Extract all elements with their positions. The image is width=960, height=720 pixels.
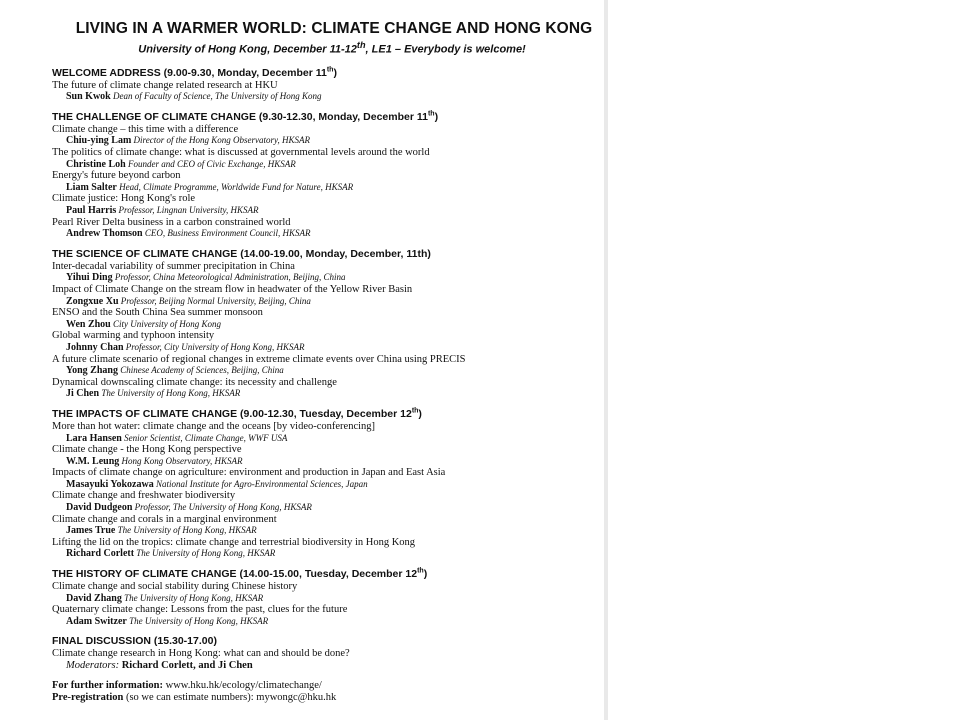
section-heading [52,568,612,581]
programme-section [52,67,612,103]
talk-title: Climate justice: Hong Kong's role [52,193,196,205]
programme-section [52,408,612,560]
section-heading [52,67,612,80]
talk-title: Impact of Climate Change on the stream flow in headwater of the Yellow River Basin [52,283,413,295]
programme-section [52,568,612,627]
contact-info [52,680,612,704]
speaker-affiliation: City University of Hong Kong [113,318,221,329]
speaker-affiliation: National Institute for Agro-Environmental Sciences, Japan [155,478,368,489]
preregistration-label: Pre-registration [52,691,124,703]
section-heading-end: ) [434,110,439,123]
speaker-name: Ji Chen [66,388,100,400]
speaker-affiliation: Hong Kong Observatory, HKSAR [121,455,243,466]
talk-title: Global warming and typhoon intensity [52,330,215,342]
talk-title: Climate change and corals in a marginal environment [52,513,277,525]
subtitle-text-end: , LE1 – Everybody is welcome! [365,43,526,56]
speaker-line [52,159,612,171]
speaker-name: David Dudgeon [66,502,133,514]
speaker-name: Johnny Chan [66,341,124,353]
speaker-affiliation: Head, Climate Programme, Worldwide Fund for Nature, HKSAR [119,181,354,192]
speaker-affiliation: Professor, City University of Hong Kong, HKSAR [125,341,305,352]
talk-title: Lifting the lid on the tropics: climate change and terrestrial biodiversity in Hong Kong [52,536,416,548]
speaker-affiliation: Professor, Beijing Normal University, Beijing, China [120,295,311,306]
section-heading-text: WELCOME ADDRESS (9.00-9.30, Monday, December 11 [52,66,327,79]
speaker-affiliation: The University of Hong Kong, HKSAR [129,615,269,626]
section-heading-end: ) [333,66,337,79]
section-heading-suffix: th [411,407,419,415]
speaker-affiliation: The University of Hong Kong, HKSAR [136,548,276,559]
speaker-line [52,616,612,628]
speaker-line [52,479,612,491]
final-discussion [52,635,612,671]
speaker-name: Yihui Ding [66,272,113,284]
speaker-name: Christine Loh [66,158,126,170]
talk-title: Climate change – this time with a difference [52,123,239,135]
page-subtitle [52,38,612,57]
talk-title: Climate change - the Hong Kong perspective [52,444,242,456]
final-discussion-heading: FINAL DISCUSSION (15.30-17.00) [52,635,217,648]
section-heading [52,248,612,261]
speaker-name: Lara Hansen [66,432,122,444]
speaker-name: James True [66,525,116,537]
speaker-name: Sun Kwok [66,91,111,103]
programme-section [52,248,612,400]
speaker-name: David Zhang [66,592,122,604]
section-heading [52,408,612,421]
further-info-line [52,680,612,692]
section-heading-end: ) [418,407,422,420]
speaker-name: Paul Harris [66,205,117,216]
speaker-line [52,228,612,240]
speaker-affiliation: Professor, Lingnan University, HKSAR [118,205,259,215]
talk-title: Climate change and freshwater biodiversity [52,490,236,502]
speaker-name: Richard Corlett [66,548,135,560]
speaker-affiliation: Professor, China Meteorological Administration, Beijing, China [114,272,346,283]
programme-sections [52,67,612,628]
moderators [52,660,612,672]
further-info-label: For further information: [52,679,164,691]
speaker-affiliation: Chinese Academy of Sciences, Beijing, China [120,365,284,376]
speaker-line [52,502,612,514]
section-heading-text: THE CHALLENGE OF CLIMATE CHANGE (9.30-12.30, Monday, December 11 [52,110,428,123]
further-info-url[interactable]: www.hku.hk/ecology/climatechange/ [165,679,322,691]
speaker-affiliation: The University of Hong Kong, HKSAR [101,388,241,399]
speaker-affiliation: Dean of Faculty of Science, The University of Hong Kong [113,91,322,102]
speaker-name: Chiu-ying Lam [66,135,132,147]
subtitle-text: University of Hong Kong, December 11-12 [138,43,357,56]
talk-title: The politics of climate change: what is discussed at governmental levels around the world [52,147,430,159]
speaker-name: W.M. Leung [66,455,120,467]
preregistration-line [52,692,612,704]
speaker-affiliation: CEO, Business Environment Council, HKSAR [144,228,311,239]
talk-title: Dynamical downscaling climate change: its necessity and challenge [52,376,337,388]
speaker-line [52,91,612,103]
section-heading-text: THE HISTORY OF CLIMATE CHANGE (14.00-15.00, Tuesday, December 12 [52,568,418,581]
speaker-line [52,388,612,400]
moderators-label: Moderators: [66,660,120,671]
speaker-affiliation: The University of Hong Kong, HKSAR [124,592,264,603]
speaker-name: Masayuki Yokozawa [66,478,154,490]
speaker-line [52,456,612,468]
talk-title: A future climate scenario of regional changes in extreme climate events over China using PRECIS [52,353,466,365]
final-discussion-topic: Climate change research in Hong Kong: what can and should be done? [52,648,350,660]
section-heading-suffix: th [326,66,334,74]
speaker-name: Andrew Thomson [66,228,143,240]
speaker-line [52,135,612,147]
section-heading [52,111,612,124]
speaker-line [52,433,612,445]
talk-title: Energy's future beyond carbon [52,170,181,182]
section-heading-suffix: th [427,110,435,118]
speaker-name: Adam Switzer [66,615,127,627]
page-edge-divider [604,0,608,720]
talk-title: More than hot water: climate change and the oceans [by video-conferencing] [52,420,376,432]
speaker-affiliation: Professor, The University of Hong Kong, HKSAR [134,502,312,513]
section-heading-text: THE SCIENCE OF CLIMATE CHANGE (14.00-19.00, Monday, December, 11th) [52,247,431,260]
section-heading-suffix: th [417,567,424,575]
talk-title: ENSO and the South China Sea summer monsoon [52,307,263,319]
section-heading-text: THE IMPACTS OF CLIMATE CHANGE (9.00-12.30, Tuesday, December 12 [52,407,412,420]
speaker-affiliation: Senior Scientist, Climate Change, WWF USA [124,432,288,443]
talk-title: Impacts of climate change on agriculture: environment and production in Japan and East Asia [52,467,446,479]
speaker-line [52,342,612,354]
subtitle-suffix: th [356,40,366,50]
speaker-affiliation: Director of the Hong Kong Observatory, HKSAR [133,135,310,146]
speaker-line [52,319,612,331]
speaker-name: Yong Zhang [66,365,118,377]
speaker-line [52,272,612,284]
speaker-affiliation: The University of Hong Kong, HKSAR [117,525,257,536]
page-title: LIVING IN A WARMER WORLD: CLIMATE CHANGE AND HONG KONG [75,20,593,37]
speaker-line [52,365,612,377]
speaker-line [52,296,612,308]
speaker-name: Liam Salter [66,181,117,193]
talk-title: Quaternary climate change: Lessons from the past, clues for the future [52,604,348,616]
speaker-affiliation: Founder and CEO of Civic Exchange, HKSAR [127,158,296,169]
speaker-line [52,205,612,217]
event-programme [52,20,612,704]
moderators-names: Richard Corlett, and Ji Chen [121,660,253,671]
speaker-line [52,548,612,560]
speaker-line [52,525,612,537]
speaker-line [52,182,612,194]
preregistration-contact[interactable]: (so we can estimate numbers): mywongc@hku.hk [125,691,337,703]
speaker-name: Wen Zhou [66,318,111,330]
talk-title: Inter-decadal variability of summer precipitation in China [52,260,295,272]
speaker-line [52,593,612,605]
section-heading-end: ) [423,568,428,581]
programme-section [52,111,612,240]
speaker-name: Zongxue Xu [66,295,119,307]
talk-title: Climate change and social stability during Chinese history [52,581,298,593]
talk-title: The future of climate change related research at HKU [52,79,278,91]
talk-title: Pearl River Delta business in a carbon constrained world [52,216,291,228]
